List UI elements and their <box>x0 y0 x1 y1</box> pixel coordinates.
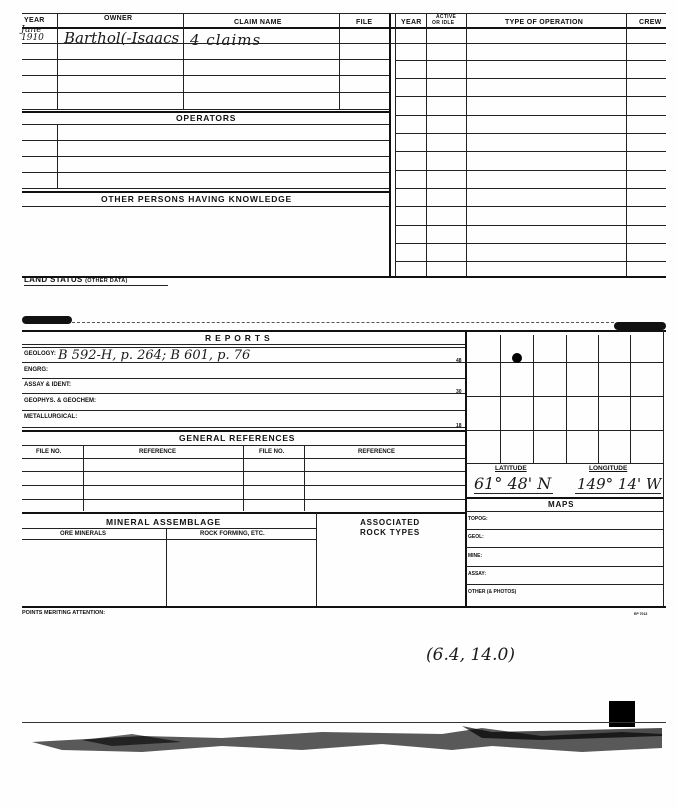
topog-label: TOPOG: <box>468 516 488 522</box>
operation-row-line <box>395 78 666 79</box>
owner-row-line <box>22 75 389 76</box>
maps-rule <box>466 529 663 530</box>
associated-rock-types-heading: ASSOCIATED ROCK TYPES <box>359 518 420 537</box>
land-status-heading <box>24 275 128 284</box>
longitude-value: 149° 14' W <box>577 475 662 493</box>
longitude-underline <box>575 493 661 494</box>
grid-line <box>466 396 663 397</box>
year-col-divider <box>57 13 58 109</box>
claim-col-divider <box>339 14 340 110</box>
operators-row-line <box>22 188 389 189</box>
latitude-label: LATITUDE <box>495 465 527 472</box>
handwritten-owner: Barthol(-Isaacs <box>64 29 180 47</box>
assay-label: ASSAY: <box>468 571 487 577</box>
references-col-divider <box>304 445 305 511</box>
geophys-label: GEOPHYS. & GEOCHEM: <box>24 398 97 404</box>
other-persons-top-rule <box>22 191 389 193</box>
owner-row-line <box>22 59 389 60</box>
engrg-label: ENGRG: <box>24 367 48 373</box>
margin-number: 48 <box>456 358 462 364</box>
form-number: EP 7013 <box>634 612 648 616</box>
scan-noise-band <box>22 722 666 762</box>
scan-smudge <box>22 316 72 324</box>
rock-forming-header: ROCK FORMING, ETC. <box>200 531 265 537</box>
year2-header: YEAR <box>401 19 422 26</box>
geology-label: GEOLOGY: <box>24 351 56 357</box>
file-header: FILE <box>356 19 373 26</box>
operation-row-line <box>395 133 666 134</box>
longitude-label: LONGITUDE <box>589 465 628 472</box>
ore-minerals-header: ORE MINERALS <box>60 531 107 537</box>
references-col-divider <box>83 445 84 511</box>
type-of-operation-header: TYPE OF OPERATION <box>505 19 584 26</box>
crew-header: CREW <box>639 19 662 26</box>
other-photos-label: OTHER (& PHOTOS) <box>468 589 517 595</box>
land-status-note: (OTHER DATA) <box>85 278 128 284</box>
grid-line <box>630 335 631 463</box>
owner-header: OWNER <box>104 15 133 22</box>
mineral-rule <box>22 528 316 529</box>
operation-row-line <box>395 225 666 226</box>
operation-row-line <box>395 115 666 116</box>
year2-col-divider <box>426 14 427 278</box>
operators-row-line <box>22 124 389 125</box>
latitude-underline <box>474 493 553 494</box>
reports-row-line <box>22 410 465 411</box>
active-col-divider <box>466 14 467 278</box>
latitude-value: 61° 48' N <box>474 474 552 493</box>
margin-number: 18 <box>456 423 462 429</box>
maps-rule <box>466 511 663 512</box>
grid-line <box>598 335 599 463</box>
mine-label: MINE: <box>468 553 483 559</box>
year2-col-left <box>395 14 396 278</box>
operation-row-line <box>395 151 666 152</box>
operators-row-line <box>22 172 389 173</box>
land-status-underline <box>24 285 168 286</box>
reference-header: REFERENCE <box>139 449 177 455</box>
file-no-header: FILE NO. <box>36 449 62 455</box>
reports-heading: R E P O R T S <box>205 333 271 343</box>
operators-heading: OPERATORS <box>176 113 237 123</box>
operation-row-line <box>395 188 666 189</box>
grid-line <box>466 362 663 363</box>
land-status-label: LAND STATUS <box>24 275 83 284</box>
location-dot-icon <box>512 353 522 363</box>
other-persons-heading: OTHER PERSONS HAVING KNOWLEDGE <box>101 194 293 204</box>
operation-row-line <box>395 96 666 97</box>
top-border <box>22 13 666 14</box>
grid-line <box>533 335 534 463</box>
handwritten-claims: 4 claims <box>190 31 262 49</box>
owner-row-line <box>22 43 666 44</box>
points-top-rule <box>22 606 666 608</box>
reference-header-2: REFERENCE <box>358 449 396 455</box>
dashed-rule <box>72 322 614 323</box>
location-panel-right-border <box>663 330 664 607</box>
type-col-divider <box>626 14 627 278</box>
reports-row-line <box>22 378 465 379</box>
coordinates-note: (6.4, 14.0) <box>426 645 515 665</box>
owner-col-divider <box>183 14 184 110</box>
maps-rule <box>466 566 663 567</box>
metallurgical-label: METALLURGICAL: <box>24 414 78 420</box>
mineral-rule <box>22 539 316 540</box>
reports-row-line <box>22 344 465 345</box>
operation-row-line <box>395 170 666 171</box>
points-meriting-attention-label: POINTS MERITING ATTENTION: <box>22 610 106 616</box>
margin-number: 30 <box>456 389 462 395</box>
owner-row-line <box>22 109 389 110</box>
owner-row-line <box>22 92 389 93</box>
handwritten-year: June 1910 <box>21 25 44 43</box>
reports-row-line <box>22 427 465 428</box>
geology-value: B 592-H, p. 264; B 601, p. 76 <box>58 348 251 363</box>
operators-row-line <box>22 156 389 157</box>
mineral-assemblage-heading: MINERAL ASSEMBLAGE <box>106 517 221 527</box>
scan-smudge <box>614 322 666 330</box>
maps-top-rule <box>466 497 663 499</box>
general-references-top-rule <box>22 430 465 432</box>
active-header: ACTIVE <box>436 14 457 20</box>
references-col-divider <box>243 445 244 511</box>
reports-top-rule <box>22 330 666 332</box>
maps-rule <box>466 547 663 548</box>
other-persons-rule <box>22 206 389 207</box>
maps-heading: MAPS <box>548 500 575 509</box>
maps-rule <box>466 584 663 585</box>
general-references-heading: GENERAL REFERENCES <box>179 433 296 443</box>
year-header: YEAR <box>24 17 45 24</box>
grid-line <box>466 430 663 431</box>
idle-header: OR IDLE <box>432 20 455 26</box>
reports-row-line <box>22 393 465 394</box>
mineral-assemblage-top-rule <box>22 512 465 514</box>
operators-row-line <box>22 140 389 141</box>
grid-line <box>566 335 567 463</box>
operation-row-line <box>395 261 666 262</box>
reports-row-line <box>22 362 465 363</box>
assay-ident-label: ASSAY & IDENT: <box>24 382 72 388</box>
operation-row-line <box>395 206 666 207</box>
grid-line <box>466 463 663 464</box>
file-no-header-2: FILE NO. <box>259 449 285 455</box>
mineral-col-divider <box>166 528 167 607</box>
claim-name-header: CLAIM NAME <box>234 19 282 26</box>
grid-line <box>500 335 501 463</box>
operation-row-line <box>395 60 666 61</box>
geol-label: GEOL: <box>468 534 484 540</box>
file-col-divider <box>389 13 391 278</box>
rock-types-divider <box>316 513 317 607</box>
operation-row-line <box>395 243 666 244</box>
